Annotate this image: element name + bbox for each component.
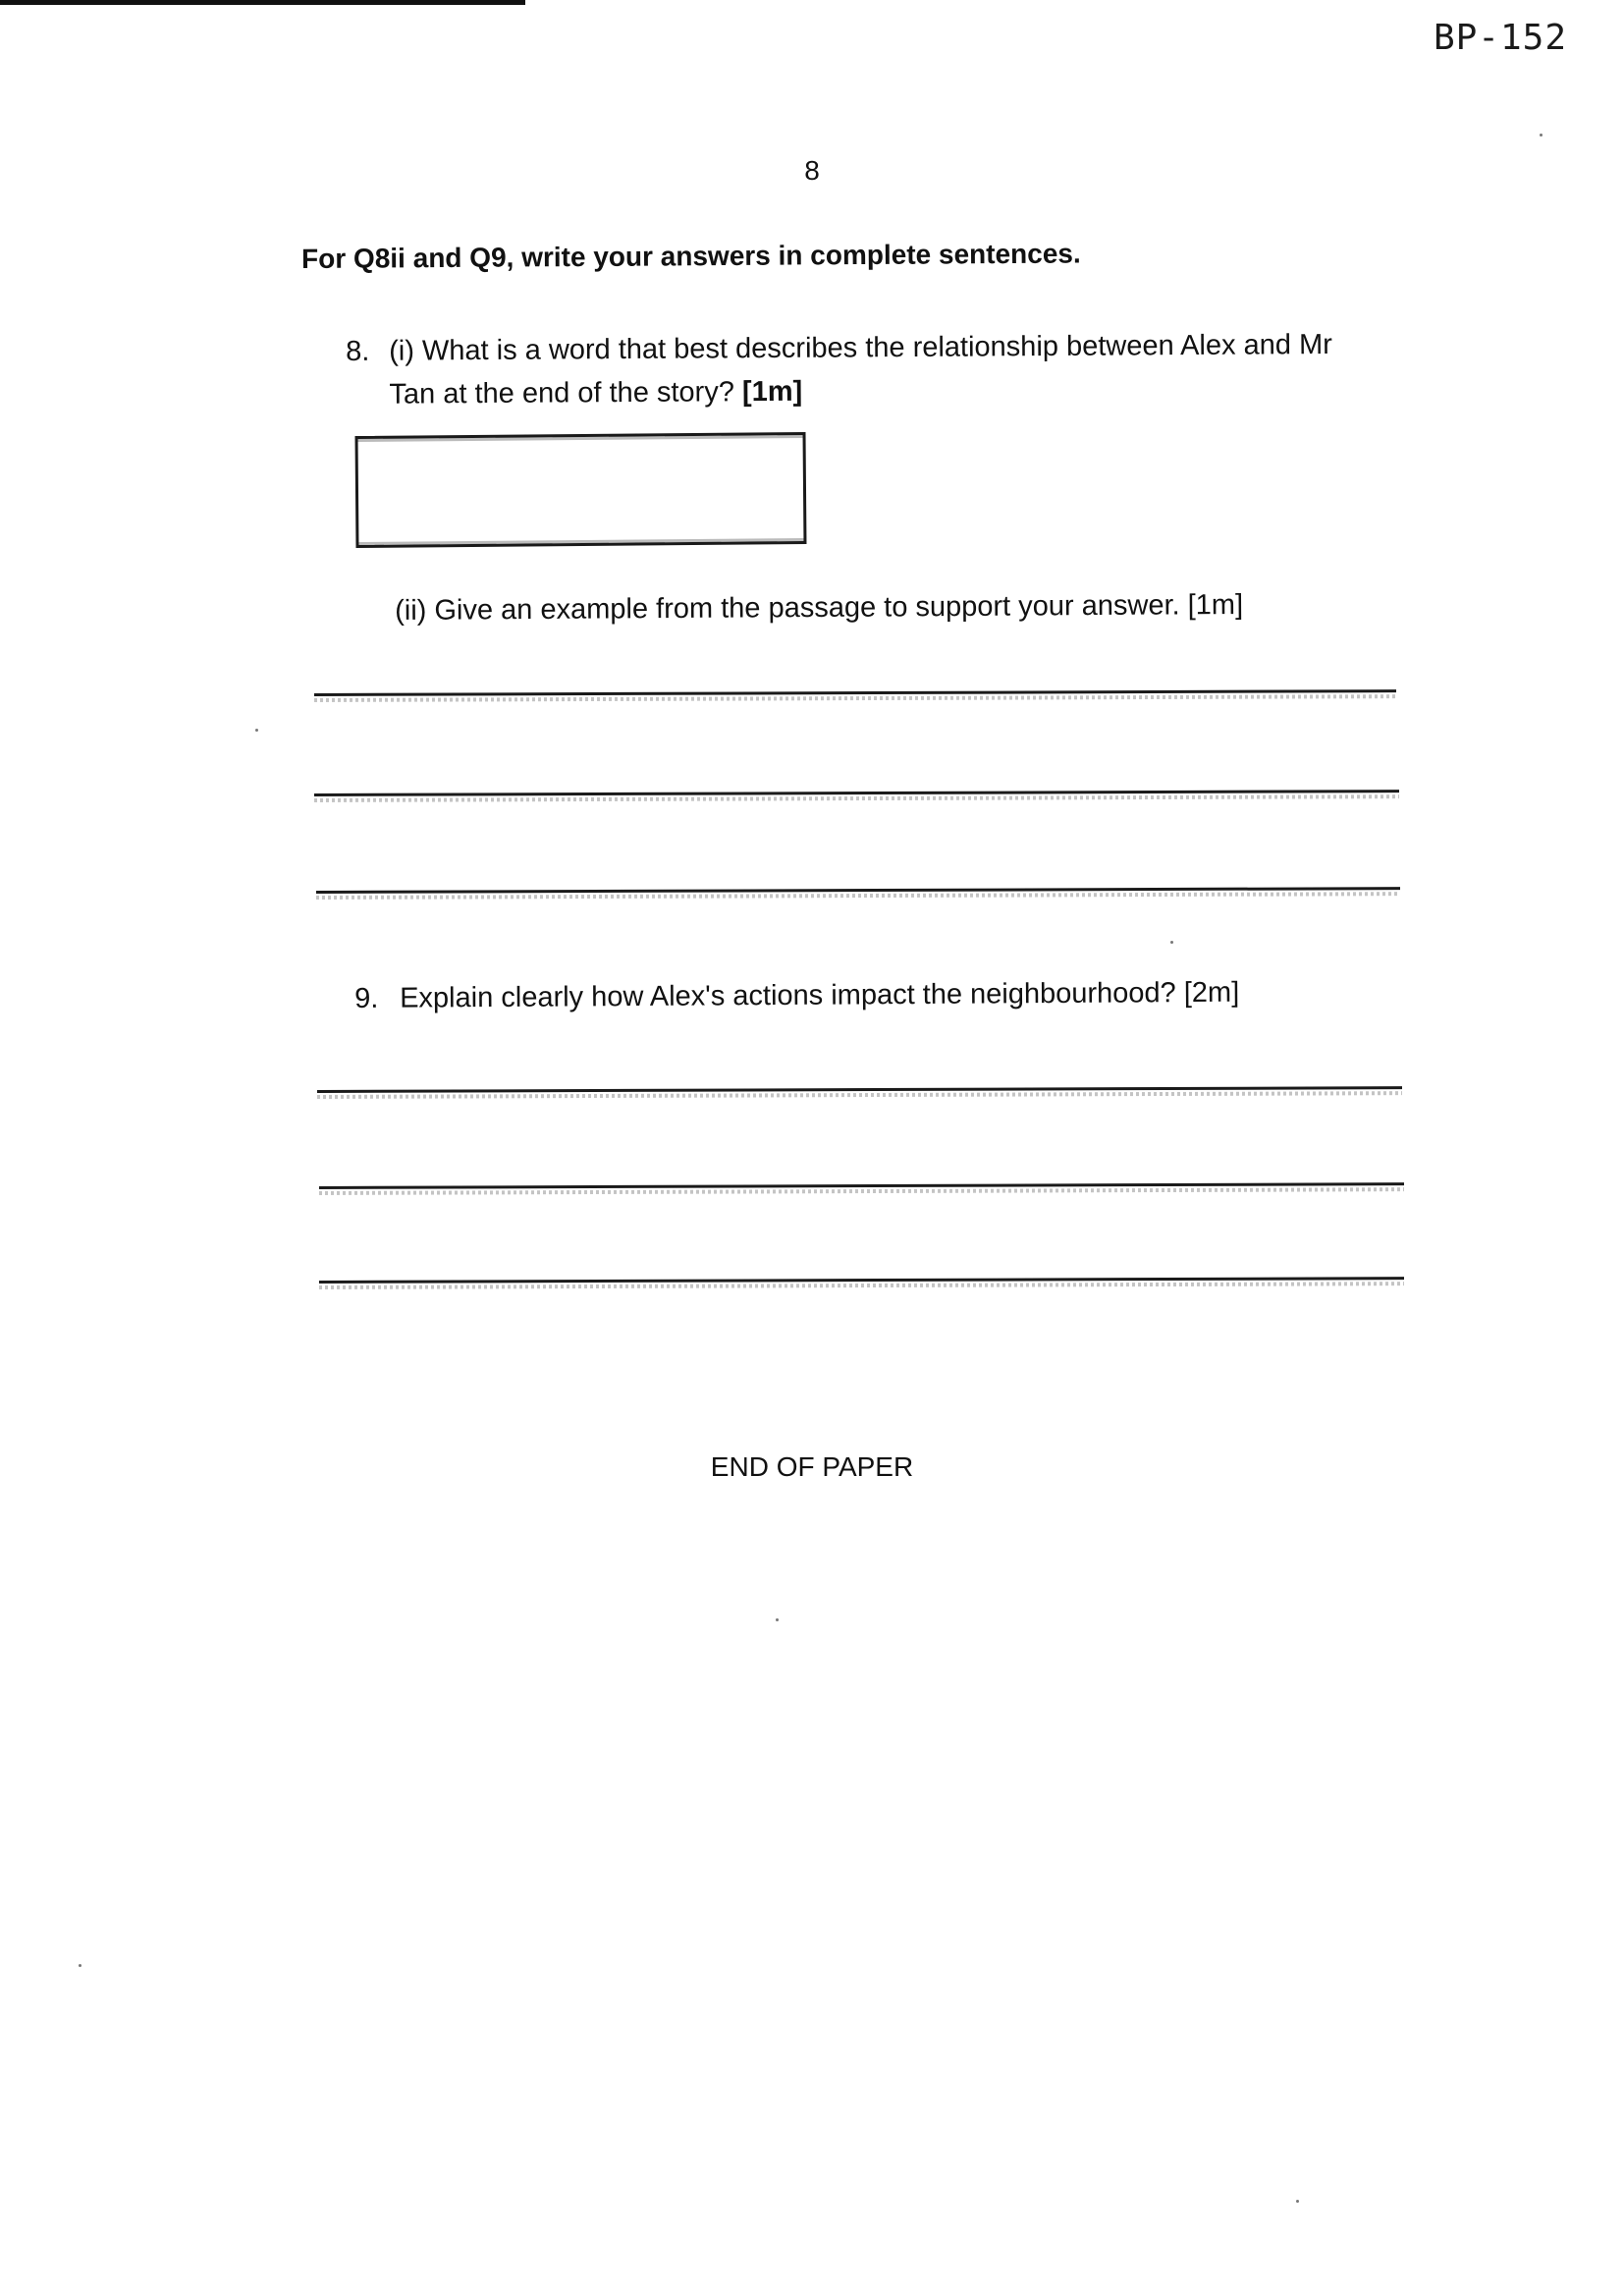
question-8-number: 8.: [346, 335, 370, 367]
answer-line-q9-3[interactable]: [319, 1277, 1404, 1284]
question-8-part-i-text: (i) What is a word that best describes the relationship between Alex and Mr: [389, 328, 1332, 367]
answer-line-q8ii-1[interactable]: [314, 689, 1396, 696]
answer-line-q8ii-3[interactable]: [316, 887, 1400, 894]
answer-line-q8ii-2[interactable]: [314, 790, 1399, 796]
question-8-part-i-marks: [1m]: [741, 375, 803, 409]
question-9-number: 9.: [354, 982, 379, 1014]
question-9-text: Explain clearly how Alex's actions impact the neighbourhood? [2m]: [400, 976, 1240, 1014]
question-8-part-i-text-cont: Tan at the end of the story?: [389, 376, 735, 410]
answer-line-q9-1[interactable]: [317, 1086, 1402, 1093]
instruction-text: For Q8ii and Q9, write your answers in complete sentences.: [301, 238, 1081, 274]
page-number: 8: [804, 155, 820, 186]
end-of-paper: END OF PAPER: [710, 1451, 914, 1482]
answer-line-q9-2[interactable]: [319, 1182, 1404, 1189]
question-8-line2: [346, 366, 1386, 416]
paper-code: BP-152: [1433, 18, 1567, 58]
question-8-part-ii: (ii) Give an example from the passage to support your answer. [1m]: [395, 588, 1244, 627]
question-9: [354, 971, 1239, 1020]
scan-speck: [1170, 941, 1173, 944]
scan-speck: [255, 729, 258, 732]
scan-edge-mark: [0, 0, 525, 5]
scan-speck: [1296, 2200, 1299, 2203]
question-8: [346, 323, 1387, 416]
scan-speck: [776, 1618, 779, 1621]
scan-speck: [79, 1964, 81, 1967]
answer-box-q8i[interactable]: [355, 432, 807, 548]
question-8-line1: [346, 323, 1386, 373]
scan-speck: [1540, 134, 1543, 137]
